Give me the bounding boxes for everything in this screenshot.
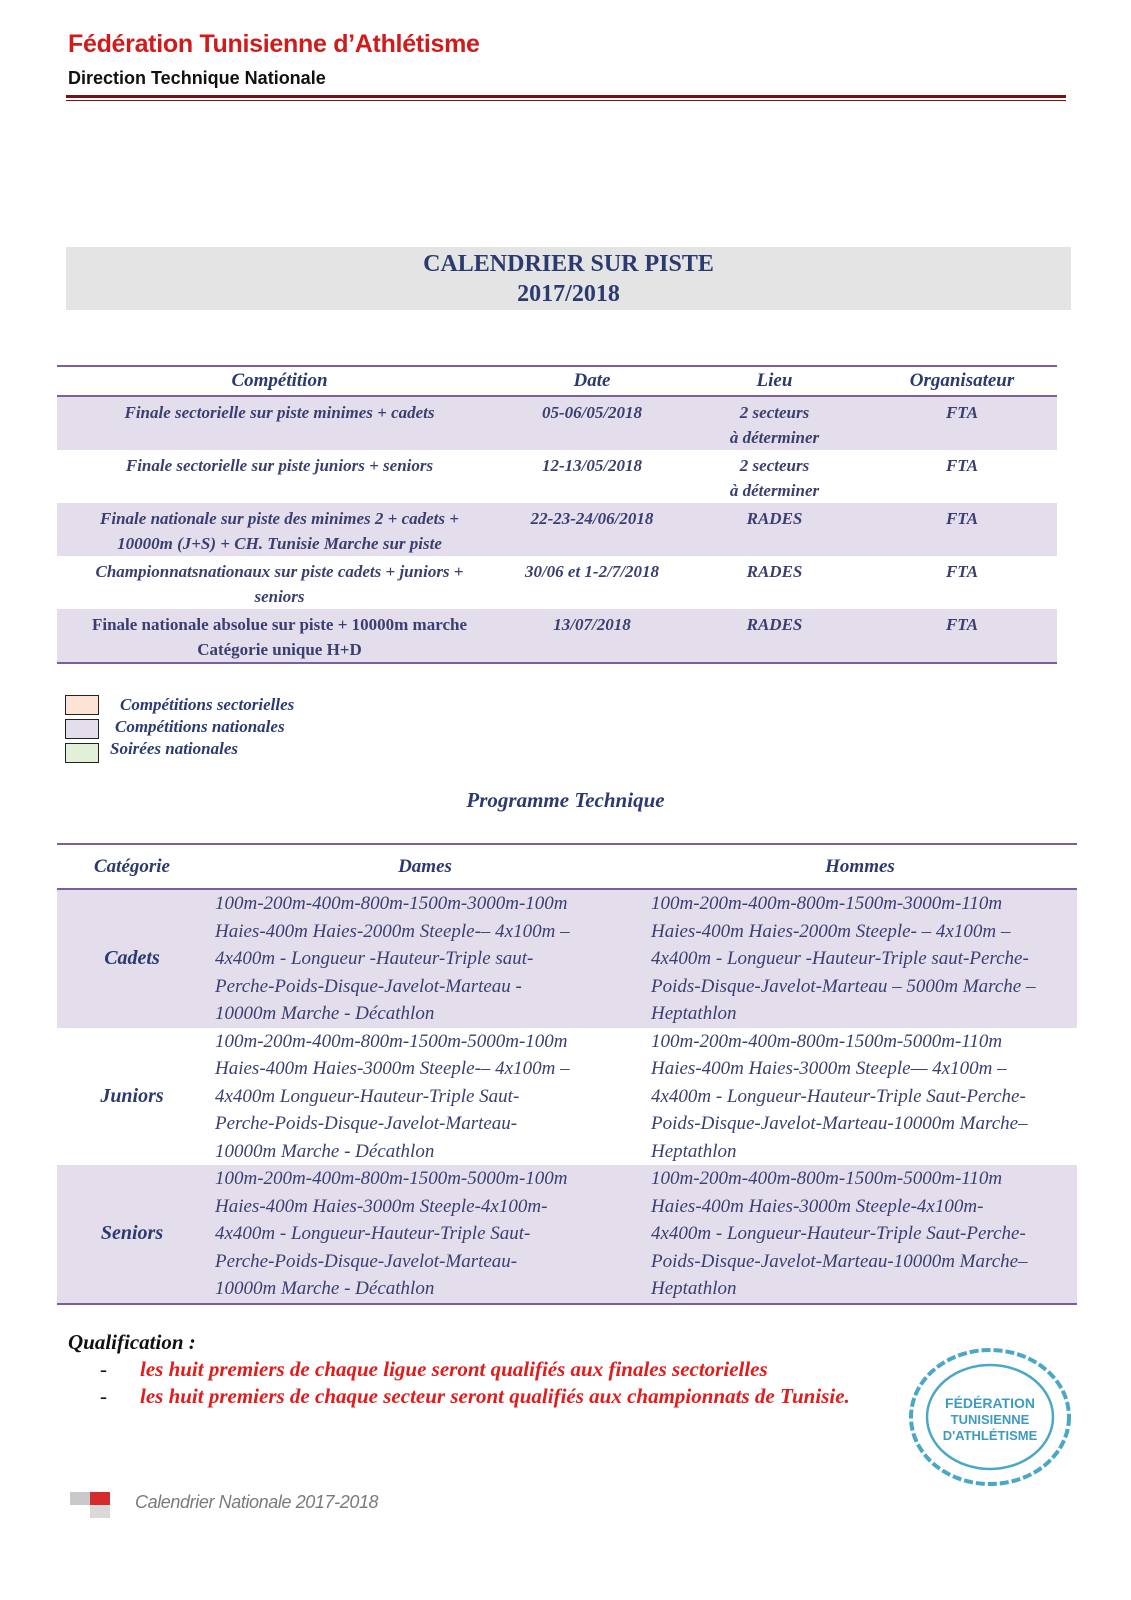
federation-stamp-seal [907,1346,1073,1488]
header-rule-thin [66,100,1066,101]
qualification-item: - les huit premiers de chaque secteur seront qualifiés aux championnats de Tunisie. [100,1384,850,1408]
footer-logo-square [70,1492,90,1505]
table-row [57,556,1057,609]
stamp-text-line2: TUNISIENNE [950,1412,1030,1427]
competition-cell: Championnatsnationaux sur piste cadets + juniors + seniors [95,562,464,606]
table-row [57,396,1057,450]
hommes-cell: 100m-200m-400m-800m-1500m-5000m-110m Haies-400m Haies-3000m Steeple— 4x100m – 4x400m - Longueur-Hauteur-Triple Saut-Perche- Poids-Disque-Javelot-Marteau-10000m Marche– Heptathlon [651,1030,1028,1162]
legend-label: Soirées nationales [110,739,238,758]
date-cell: 12-13/05/2018 [541,456,643,475]
table-row [57,609,1057,663]
footer-logo-square [90,1492,110,1505]
table-row [57,889,1077,1028]
qualification-title: Qualification : [68,1330,196,1354]
organisateur-cell: FTA [867,609,1057,663]
dames-cell: 100m-200m-400m-800m-1500m-5000m-100m Haies-400m Haies-3000m Steeple-– 4x100m – 4x400m Longueur-Hauteur-Triple Saut- Perche-Poids-Disque-Javelot-Marteau- 10000m Marche - Décathlon [215,1030,570,1162]
qualification-item: - les huit premiers de chaque ligue seront qualifiés aux finales sectorielles [100,1357,768,1381]
organisateur-cell: FTA [945,562,979,581]
col-header-categorie: Catégorie [94,855,170,877]
date-cell: 05-06/05/2018 [502,396,682,450]
col-header-organisateur: Organisateur [909,370,1015,391]
legend-item-nationales [65,719,365,741]
header-rule-thick [66,95,1066,98]
bullet-dash: - [100,1384,107,1408]
competition-cell: Finale sectorielle sur piste juniors + seniors [125,456,434,475]
programme-title: Programme Technique [466,788,665,812]
table-row [57,1165,1077,1304]
categorie-cell: Cadets [57,889,207,1028]
hommes-cell: 100m-200m-400m-800m-1500m-3000m-110m Haies-400m Haies-2000m Steeple- – 4x100m – 4x400m - Longueur -Hauteur-Triple saut-Perche- Poids-Disque-Javelot-Marteau – 5000m Marche – Heptathlon [643,889,1077,1028]
calendar-header-row [57,366,1057,396]
competition-cell: Finale sectorielle sur piste minimes + cadets [57,396,502,450]
footer-text: Calendrier Nationale 2017-2018 [135,1492,379,1512]
lieu-cell: RADES [682,503,867,556]
table-row [57,503,1057,556]
hommes-cell: 100m-200m-400m-800m-1500m-5000m-110m Haies-400m Haies-3000m Steeple-4x100m- 4x400m - Longueur-Hauteur-Triple Saut-Perche- Poids-Disque-Javelot-Marteau-10000m Marche– Heptathlon [643,1165,1077,1304]
competition-cell: Finale nationale absolue sur piste + 10000m marche Catégorie unique H+D [57,609,502,663]
calendar-title-box [66,247,1071,310]
calendar-season: 2017/2018 [517,281,620,307]
organisateur-cell: FTA [945,456,979,475]
col-header-date: Date [573,370,611,391]
lieu-cell: RADES [746,562,803,581]
legend-label: Compétitions nationales [115,717,285,736]
col-header-dames: Dames [398,855,452,877]
date-cell: 22-23-24/06/2018 [502,503,682,556]
legend-item-sectorielles [65,695,365,717]
legend-swatch [65,695,99,715]
table-row [57,450,1057,503]
calendar-title: CALENDRIER SUR PISTE [423,251,714,277]
programme-header-row [57,844,1077,889]
lieu-cell: 2 secteurs à déterminer [729,456,820,500]
footer-logo-square [90,1505,110,1518]
competition-cell: Finale nationale sur piste des minimes 2 + cadets + 10000m (J+S) + CH. Tunisie Marche sur piste [57,503,502,556]
categorie-cell: Juniors [100,1084,164,1107]
bullet-dash: - [100,1357,107,1381]
table-row [57,1028,1077,1166]
dames-cell: 100m-200m-400m-800m-1500m-5000m-100m Haies-400m Haies-3000m Steeple-4x100m- 4x400m - Longueur-Hauteur-Triple Saut- Perche-Poids-Disque-Javelot-Marteau- 10000m Marche - Décathlon [207,1165,643,1304]
organisateur-cell: FTA [867,503,1057,556]
date-cell: 13/07/2018 [502,609,682,663]
programme-table [57,843,1077,1305]
date-cell: 30/06 et 1-2/7/2018 [524,562,660,581]
calendar-table [57,365,1057,664]
legend-swatch [65,719,99,739]
legend-item-soirees [65,739,365,765]
federation-title: Fédération Tunisienne d’Athlétisme [68,30,480,58]
col-header-hommes: Hommes [825,855,895,877]
col-header-competition: Compétition [231,370,328,391]
col-header-lieu: Lieu [756,370,793,391]
stamp-text-line1: FÉDÉRATION [945,1395,1035,1411]
direction-subtitle: Direction Technique Nationale [68,68,326,88]
legend-label: Compétitions sectorielles [120,695,295,714]
stamp-text-line3: D'ATHLÉTISME [942,1428,1038,1443]
lieu-cell: 2 secteurs à déterminer [682,396,867,450]
dames-cell: 100m-200m-400m-800m-1500m-3000m-100m Haies-400m Haies-2000m Steeple-– 4x100m – 4x400m - Longueur -Hauteur-Triple saut- Perche-Poids-Disque-Javelot-Marteau - 10000m Marche - Décathlon [207,889,643,1028]
organisateur-cell: FTA [867,396,1057,450]
categorie-cell: Seniors [57,1165,207,1304]
legend-swatch [65,743,99,763]
lieu-cell: RADES [682,609,867,663]
